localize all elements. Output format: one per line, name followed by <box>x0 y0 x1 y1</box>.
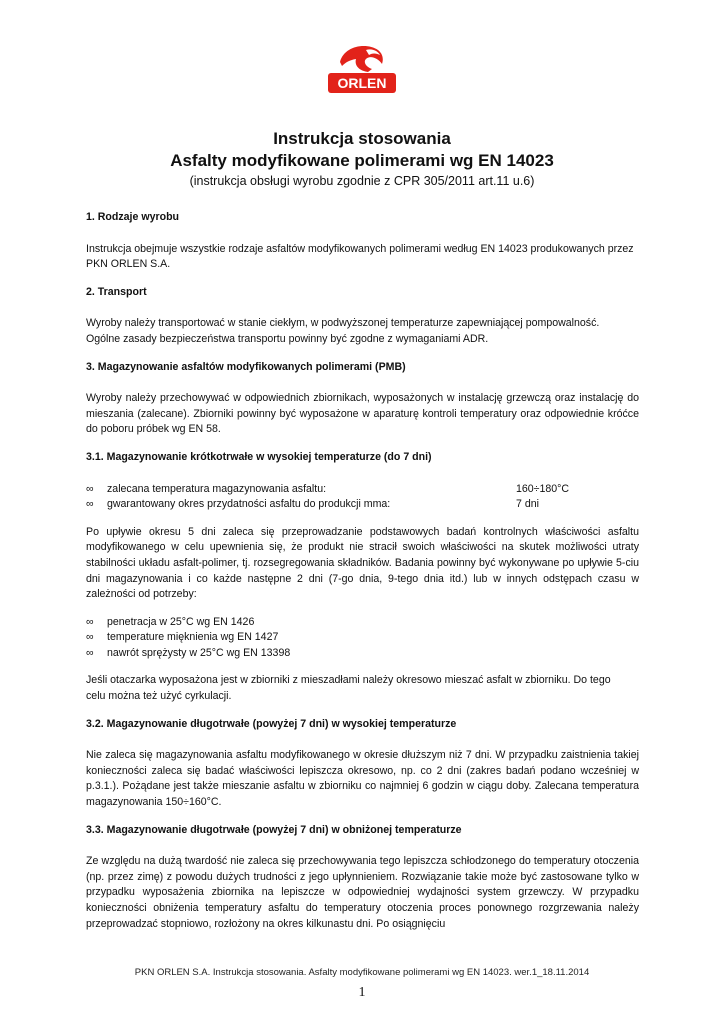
section-3-1-heading: 3.1. Magazynowanie krótkotrwałe w wysokiej temperaturze (do 7 dni) <box>86 450 432 463</box>
storage-params-list <box>86 482 639 513</box>
list-item <box>86 630 639 646</box>
test-label: temperature mięknienia wg EN 1427 <box>107 631 279 644</box>
tests-list <box>86 615 639 662</box>
section-3-2-heading: 3.2. Magazynowanie długotrwałe (powyżej 7 dni) w wysokiej temperaturze <box>86 717 457 730</box>
list-item <box>86 497 639 513</box>
list-item <box>86 615 639 631</box>
document-body <box>86 210 639 944</box>
param-label: zalecana temperatura magazynowania asfaltu: <box>107 482 327 495</box>
infinity-bullet-icon: ∞ <box>86 498 94 511</box>
section-3-paragraph: Wyroby należy przechowywać w odpowiednich zbiornikach, wyposażonych w instalację grzewczą oraz instalację do mieszania (zalecane). Zbiorniki powinny być wyposażone w aparaturę kontroli temperatury oraz odpowiednie króćce do poboru próbek wg EN 58. <box>86 392 639 436</box>
section-3-3-paragraph: Ze względu na dużą twardość nie zaleca się przechowywania tego lepiszcza schłodzonego do temperatury otoczenia (np. przez zimę) z powodu dużych trudności z jego upłynnieniem. Rozwiązanie takie może być zastosowane tylko w przypadku wyposażenia zbiornika na lepiszcze w odpowiedniej wydajności system grzewczy. W przypadku konieczności obniżenia temperatury asfaltu do temperatury otoczenia proces ponownego rozgrzewania należy przeprowadzać stopniowo, rozłożony na okres kilkunastu dni. Po osiągnięciu <box>86 855 639 930</box>
test-label: nawrót sprężysty w 25°C wg EN 13398 <box>107 646 291 659</box>
section-3-1-paragraph-2 <box>86 673 639 704</box>
page-number: 1 <box>358 985 366 1000</box>
section-3-1-paragraph: Po upływie okresu 5 dni zaleca się przeprowadzanie podstawowych badań kontrolnych właściwości asfaltu modyfikowanego w celu upewnienia się, że produkt nie stracił swoich właściwości na skutek możliwości utraty stabilności układu asfalt-polimer, tj. rozsegregowania składników. Badania powinny być wykonywane po upływie 5-ciu dni magazynowania i co każde następne 2 dni (7-go dnia, 9-tego dnia itd.) lub w innych odstępach czasu w zależności od potrzeby: <box>86 525 639 601</box>
param-value: 7 dni <box>516 498 539 511</box>
infinity-bullet-icon: ∞ <box>86 615 94 628</box>
section-2-heading: 2. Transport <box>86 285 147 298</box>
test-label: penetracja w 25°C wg EN 1426 <box>107 615 255 628</box>
infinity-bullet-icon: ∞ <box>86 646 94 659</box>
mixing-line-1: Jeśli otaczarka wyposażona jest w zbiorniki z mieszadłami należy okresowo mieszać asfalt w zbiorniku. Do tego <box>86 674 611 687</box>
document-product-title: Asfalty modyfikowane polimerami wg EN 14023 <box>170 151 554 170</box>
document-title-block <box>0 128 724 190</box>
section-3-3-heading: 3.3. Magazynowanie długotrwałe (powyżej 7 dni) w obniżonej temperaturze <box>86 823 462 836</box>
logo-wordmark: ORLEN <box>337 75 387 91</box>
section-2-paragraph <box>86 316 639 347</box>
page-footer: PKN ORLEN S.A. Instrukcja stosowania. Asfalty modyfikowane polimerami wg EN 14023. wer.1_18.11.2014 <box>134 967 590 978</box>
document-title: Instrukcja stosowania <box>273 129 451 148</box>
section-3-2-paragraph: Nie zaleca się magazynowania asfaltu modyfikowanego w okresie dłuższym niż 7 dni. W przypadku zaistnienia takiej konieczności zaleca się badać właściwości lepiszcza okresowo, np. co 2 dni (zakres badań podano wcześniej w p.3.1.). Pożądane jest także mieszanie asfaltu w zbiorniku co najmniej 6 godzin w ciągu doby. Zalecana temperatura magazynowania 150÷160°C. <box>86 749 639 809</box>
orlen-eagle-logo-icon <box>326 40 398 96</box>
section-1-heading: 1. Rodzaje wyrobu <box>86 211 180 223</box>
infinity-bullet-icon: ∞ <box>86 631 94 644</box>
infinity-bullet-icon: ∞ <box>86 482 94 495</box>
section-2-line-2: Ogólne zasady bezpieczeństwa transportu powinny być zgodne z wymaganiami ADR. <box>86 332 489 345</box>
list-item <box>86 646 639 662</box>
document-subtitle: (instrukcja obsługi wyrobu zgodnie z CPR 305/2011 art.11 u.6) <box>189 174 535 188</box>
orlen-logo <box>326 40 398 96</box>
section-2-line-1: Wyroby należy transportować w stanie ciekłym, w podwyższonej temperaturze zapewniającej pompowalność. <box>86 317 600 330</box>
mixing-line-2: celu można też użyć cyrkulacji. <box>86 690 232 703</box>
list-item <box>86 482 639 498</box>
param-label: gwarantowany okres przydatności asfaltu do produkcji mma: <box>107 498 391 511</box>
section-1-paragraph: Instrukcja obejmuje wszystkie rodzaje asfaltów modyfikowanych polimerami według EN 14023 produkowanych przez PKN ORLEN S.A. <box>86 242 634 271</box>
section-3-heading: 3. Magazynowanie asfaltów modyfikowanych polimerami (PMB) <box>86 360 406 373</box>
param-value: 160÷180°C <box>516 482 570 495</box>
